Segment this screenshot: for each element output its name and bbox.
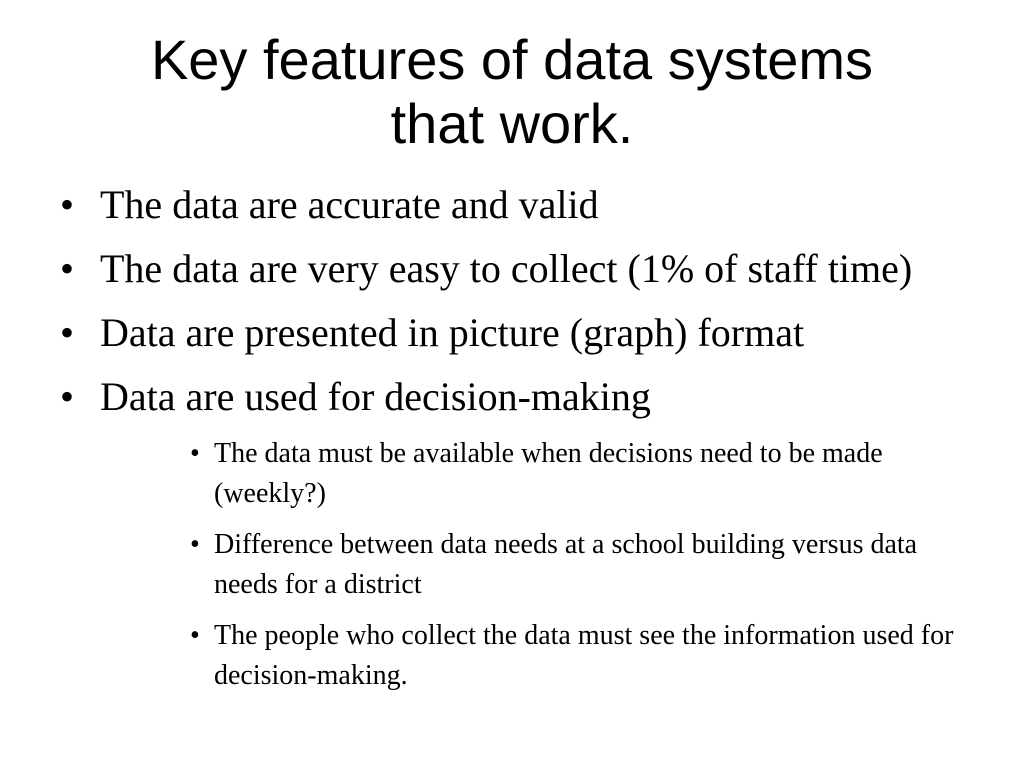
sub-bullet-dot-icon: • (190, 438, 200, 469)
bullet-dot-icon: • (60, 310, 75, 355)
sub-bullet-item (190, 525, 956, 605)
bullet-text: The data are very easy to collect (1% of staff time) (100, 246, 913, 291)
bullet-list (56, 178, 956, 707)
sub-bullet-dot-icon: • (190, 529, 200, 560)
bullet-item (56, 242, 956, 296)
sub-bullet-item (190, 616, 956, 696)
bullet-dot-icon: • (60, 374, 75, 419)
bullet-dot-icon: • (60, 182, 75, 227)
sub-bullet-list (190, 434, 956, 696)
sub-bullet-text: The data must be available when decisions need to be made (weekly?) (214, 438, 883, 509)
sub-bullet-text: The people who collect the data must see the information used for decision-making. (214, 620, 954, 691)
bullet-item (56, 178, 956, 232)
sub-bullet-text: Difference between data needs at a school building versus data needs for a district (214, 529, 918, 600)
bullet-dot-icon: • (60, 246, 75, 291)
sub-bullet-item (190, 434, 956, 514)
sub-bullet-dot-icon: • (190, 620, 200, 651)
slide-title-line-1: Key features of data systems (150, 28, 874, 91)
bullet-item (56, 370, 956, 696)
slide-title-line-2: that work. (390, 92, 634, 155)
bullet-text: Data are used for decision-making (100, 374, 651, 419)
slide-title (60, 28, 964, 156)
bullet-text: The data are accurate and valid (100, 182, 599, 227)
bullet-text: Data are presented in picture (graph) format (100, 310, 805, 355)
bullet-item (56, 306, 956, 360)
